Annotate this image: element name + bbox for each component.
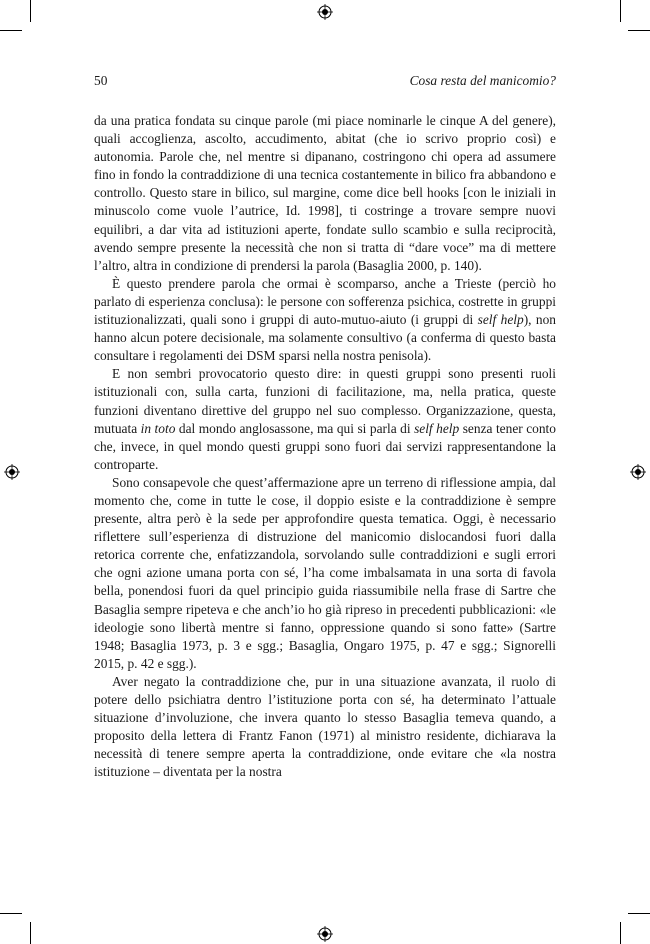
text-run: Sono consapevole che quest’affermazione apre un terreno di riflessione ampia, dal momento che, come in tutte le cose, il doppio esiste e la contraddizione è sempre presente, altra però è la sede per approfondire questa tematica. Oggi, è necessario riflettere sull’esperienza di distruzione del manicomio dislocandosi fuori dalla retorica corrente che, enfatizzandola, sorvolando sulle contraddizioni e sugli errori che ogni azione umana porta con sé, l’ha come imbalsamata in una sorta di favola bella, ponendosi fuori da quel principio guida riassumibile nella frase di Sartre che Basaglia sempre ripeteva e che anch’io ho già ripreso in precedenti pubblicazioni: «le ideologie sono libertà mentre si fanno, oppressione quando si sono fatte» (Sartre 1948; Basaglia 1973, p. 3 e sgg.; Basaglia, Ongaro 1975, p. 47 e sgg.; Signorelli 2015, p. 42 e sgg.). <box>94 474 556 671</box>
crop-mark <box>628 913 650 914</box>
text-run: ), non hanno alcun potere decisionale, ma solamente consultivo (a conferma di questo basta consultare i regolamenti dei DSM sparsi nella nostra penisola). <box>94 312 557 364</box>
italic-text: self help <box>414 420 460 436</box>
italic-text: in toto <box>140 420 176 436</box>
paragraph <box>94 673 556 782</box>
text-run: da una pratica fondata su cinque parole (mi piace nominarle le cinque A del genere), quali accoglienza, ascolto, accudimento, abitat (che io scrivo proprio così) e autonomia. Parole che, nel mentre si dipanano, costringono chi opera ad assumere fino in fondo la contraddizione di una tecnica costantemente in bilico fra abbandono e controllo. Questo stare in bilico, sul margine, come dice bell hooks [con le iniziali in minuscolo come vuole l’autrice, Id. 1998], ti costringe a trovare sempre nuovi equilibri, a dar vita ad istituzioni aperte, fondate sullo scambio e sulla reciprocità, avendo sempre presente la necessità che non si tratta di “dare voce” ma di mettere l’altro, altra in condizione di prendersi la parola (Basaglia 2000, p. 140). <box>94 113 556 273</box>
text-run: Aver negato la contraddizione che, pur in una situazione avanzata, il ruolo di potere dello psichiatra dentro l’istituzione porta con sé, ha determinato l’attuale situazione d’involuzione, che invera quanto lo stesso Basaglia temeva quando, a proposito della lettera di Frantz Fanon (1971) al ministro residente, dichiarava la necessità di tenere sempre aperta la contraddizione, onde evitare che «la nostra istituzione – diventata per la nostra <box>94 673 556 780</box>
paragraph <box>94 365 556 474</box>
crop-mark <box>30 922 31 944</box>
crop-mark <box>0 913 22 914</box>
registration-mark-icon <box>630 464 646 480</box>
crop-mark <box>0 30 22 31</box>
paragraph <box>94 112 556 275</box>
registration-mark-icon <box>317 926 333 942</box>
text-run: dal mondo anglosassone, ma qui si parla di <box>175 420 415 436</box>
crop-mark <box>628 30 650 31</box>
text-run: È questo prendere parola che ormai è scomparso, anche a Trieste (perciò ho parlato di esperienza conclusa): le persone con sofferenza psichica, costrette in gruppi istituzionalizzati, quali sono i gruppi di auto-mutuo-aiuto (i gruppi di <box>94 275 556 328</box>
crop-mark <box>620 0 621 22</box>
crop-mark <box>30 0 31 22</box>
page-number: 50 <box>94 73 108 88</box>
text-run: E non sembri provocatorio questo dire: in questi gruppi sono presenti ruoli istituzionali con, sulla carta, funzioni di facilitazione, ma, nella pratica, queste funzioni diventano direttive del gruppo nel suo complesso. Organizzazione, questa, mutuata <box>94 366 556 436</box>
italic-text: self help <box>477 312 524 328</box>
registration-mark-icon <box>317 4 333 20</box>
text-run: senza tener conto che, invece, in quel mondo questi gruppi sono fuori dai servizi rappresentandone la controparte. <box>94 420 556 472</box>
body-text <box>94 112 556 781</box>
crop-mark <box>620 922 621 944</box>
registration-mark-icon <box>4 464 20 480</box>
paragraph <box>94 275 556 365</box>
running-title: Cosa resta del manicomio? <box>409 73 556 88</box>
paragraph <box>94 474 556 673</box>
